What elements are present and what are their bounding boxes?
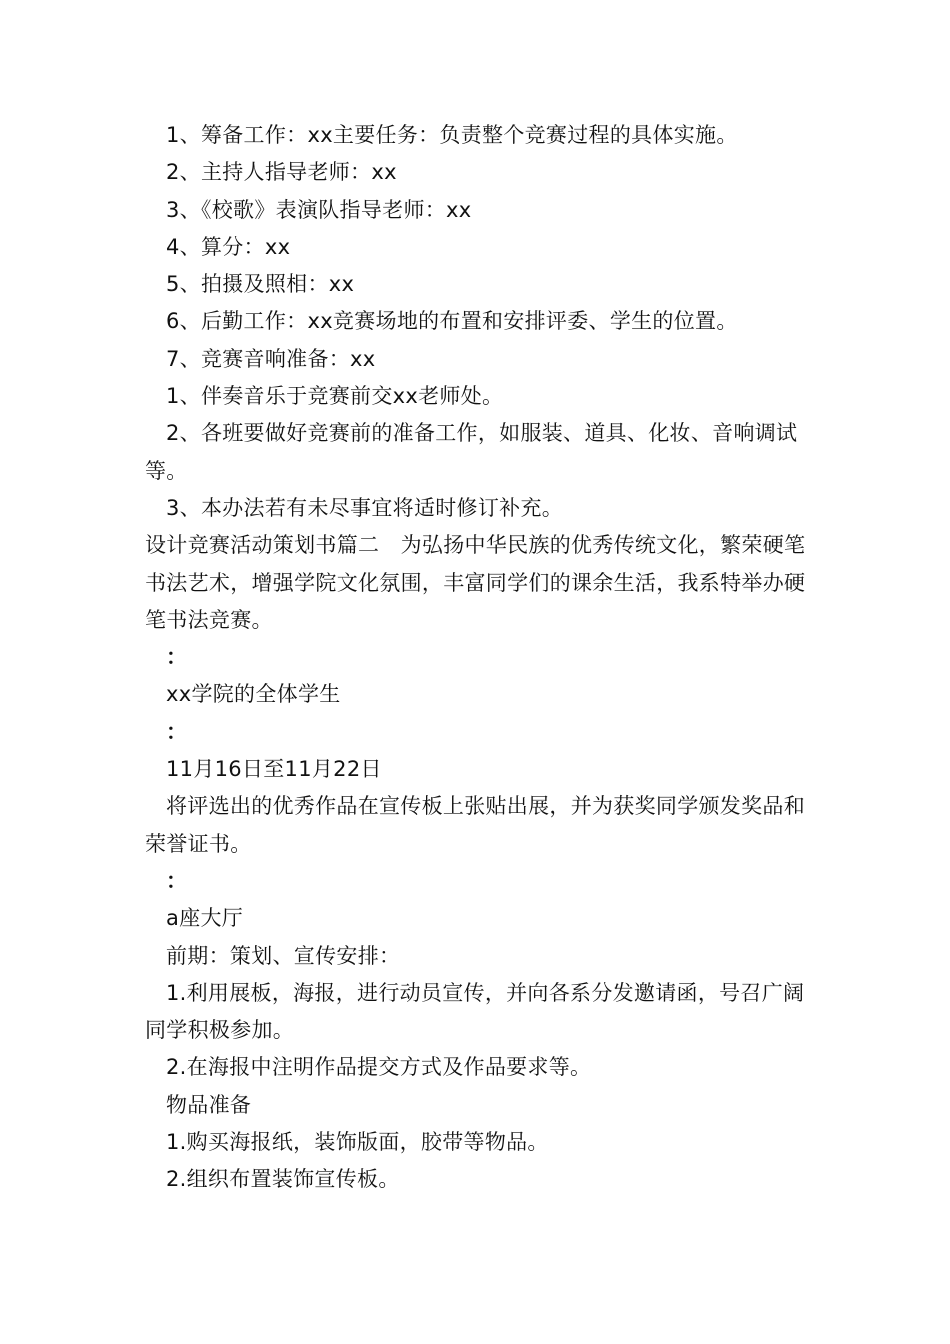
paragraph-colon-date: ： bbox=[166, 719, 188, 744]
paragraph-school-song-teacher: 3、《校歌》表演队指导老师：xx bbox=[166, 197, 472, 222]
paragraph-sound: 7、竞赛音响准备：xx bbox=[166, 346, 376, 371]
paragraph-accompaniment: 1、伴奏音乐于竞赛前交xx老师处。 bbox=[166, 384, 504, 409]
paragraph-prep-work: 1、筹备工作：xx主要任务：负责整个竞赛过程的具体实施。 bbox=[166, 123, 738, 147]
paragraph-class-preparation: 2、各班要做好竞赛前的准备工作，如服装、道具、化妆、音响调试等。 bbox=[145, 421, 798, 483]
paragraph-publicity: 1.利用展板，海报，进行动员宣传，并向各系分发邀请函，号召广阔同学积极参加。 bbox=[145, 980, 805, 1043]
paragraph-exhibition: 将评选出的优秀作品在宣传板上张贴出展，并为获奖同学颁发奖品和荣誉证书。 bbox=[145, 794, 805, 856]
document-body bbox=[145, 117, 807, 1199]
paragraph-host-teacher: 2、主持人指导老师：xx bbox=[166, 160, 397, 185]
paragraph-colon-participants: ： bbox=[166, 645, 188, 670]
paragraph-early-stage: 前期：策划、宣传安排： bbox=[166, 943, 401, 968]
paragraph-scoring: 4、算分：xx bbox=[166, 234, 291, 259]
paragraph-photography: 5、拍摄及照相：xx bbox=[166, 272, 355, 297]
paragraph-date: 11月16日至11月22日 bbox=[166, 757, 382, 782]
paragraph-logistics: 6、后勤工作：xx竞赛场地的布置和安排评委、学生的位置。 bbox=[166, 309, 738, 334]
paragraph-amendments: 3、本办法若有未尽事宜将适时修订补充。 bbox=[166, 495, 564, 520]
paragraph-participants: xx学院的全体学生 bbox=[166, 682, 341, 707]
paragraph-decorate-board: 2.组织布置装饰宣传板。 bbox=[166, 1167, 400, 1192]
paragraph-colon-venue: ： bbox=[166, 868, 188, 893]
paragraph-poster-note: 2.在海报中注明作品提交方式及作品要求等。 bbox=[166, 1055, 592, 1080]
paragraph-buy-materials: 1.购买海报纸，装饰版面，胶带等物品。 bbox=[166, 1130, 549, 1155]
paragraph-plan-two-intro: 设计竞赛活动策划书篇二 为弘扬中华民族的优秀传统文化，繁荣硬笔书法艺术，增强学院文化氛围，丰富同学们的课余生活，我系特举办硬笔书法竞赛。 bbox=[145, 533, 806, 632]
paragraph-venue: a座大厅 bbox=[166, 906, 244, 931]
paragraph-materials-heading: 物品准备 bbox=[166, 1092, 252, 1117]
